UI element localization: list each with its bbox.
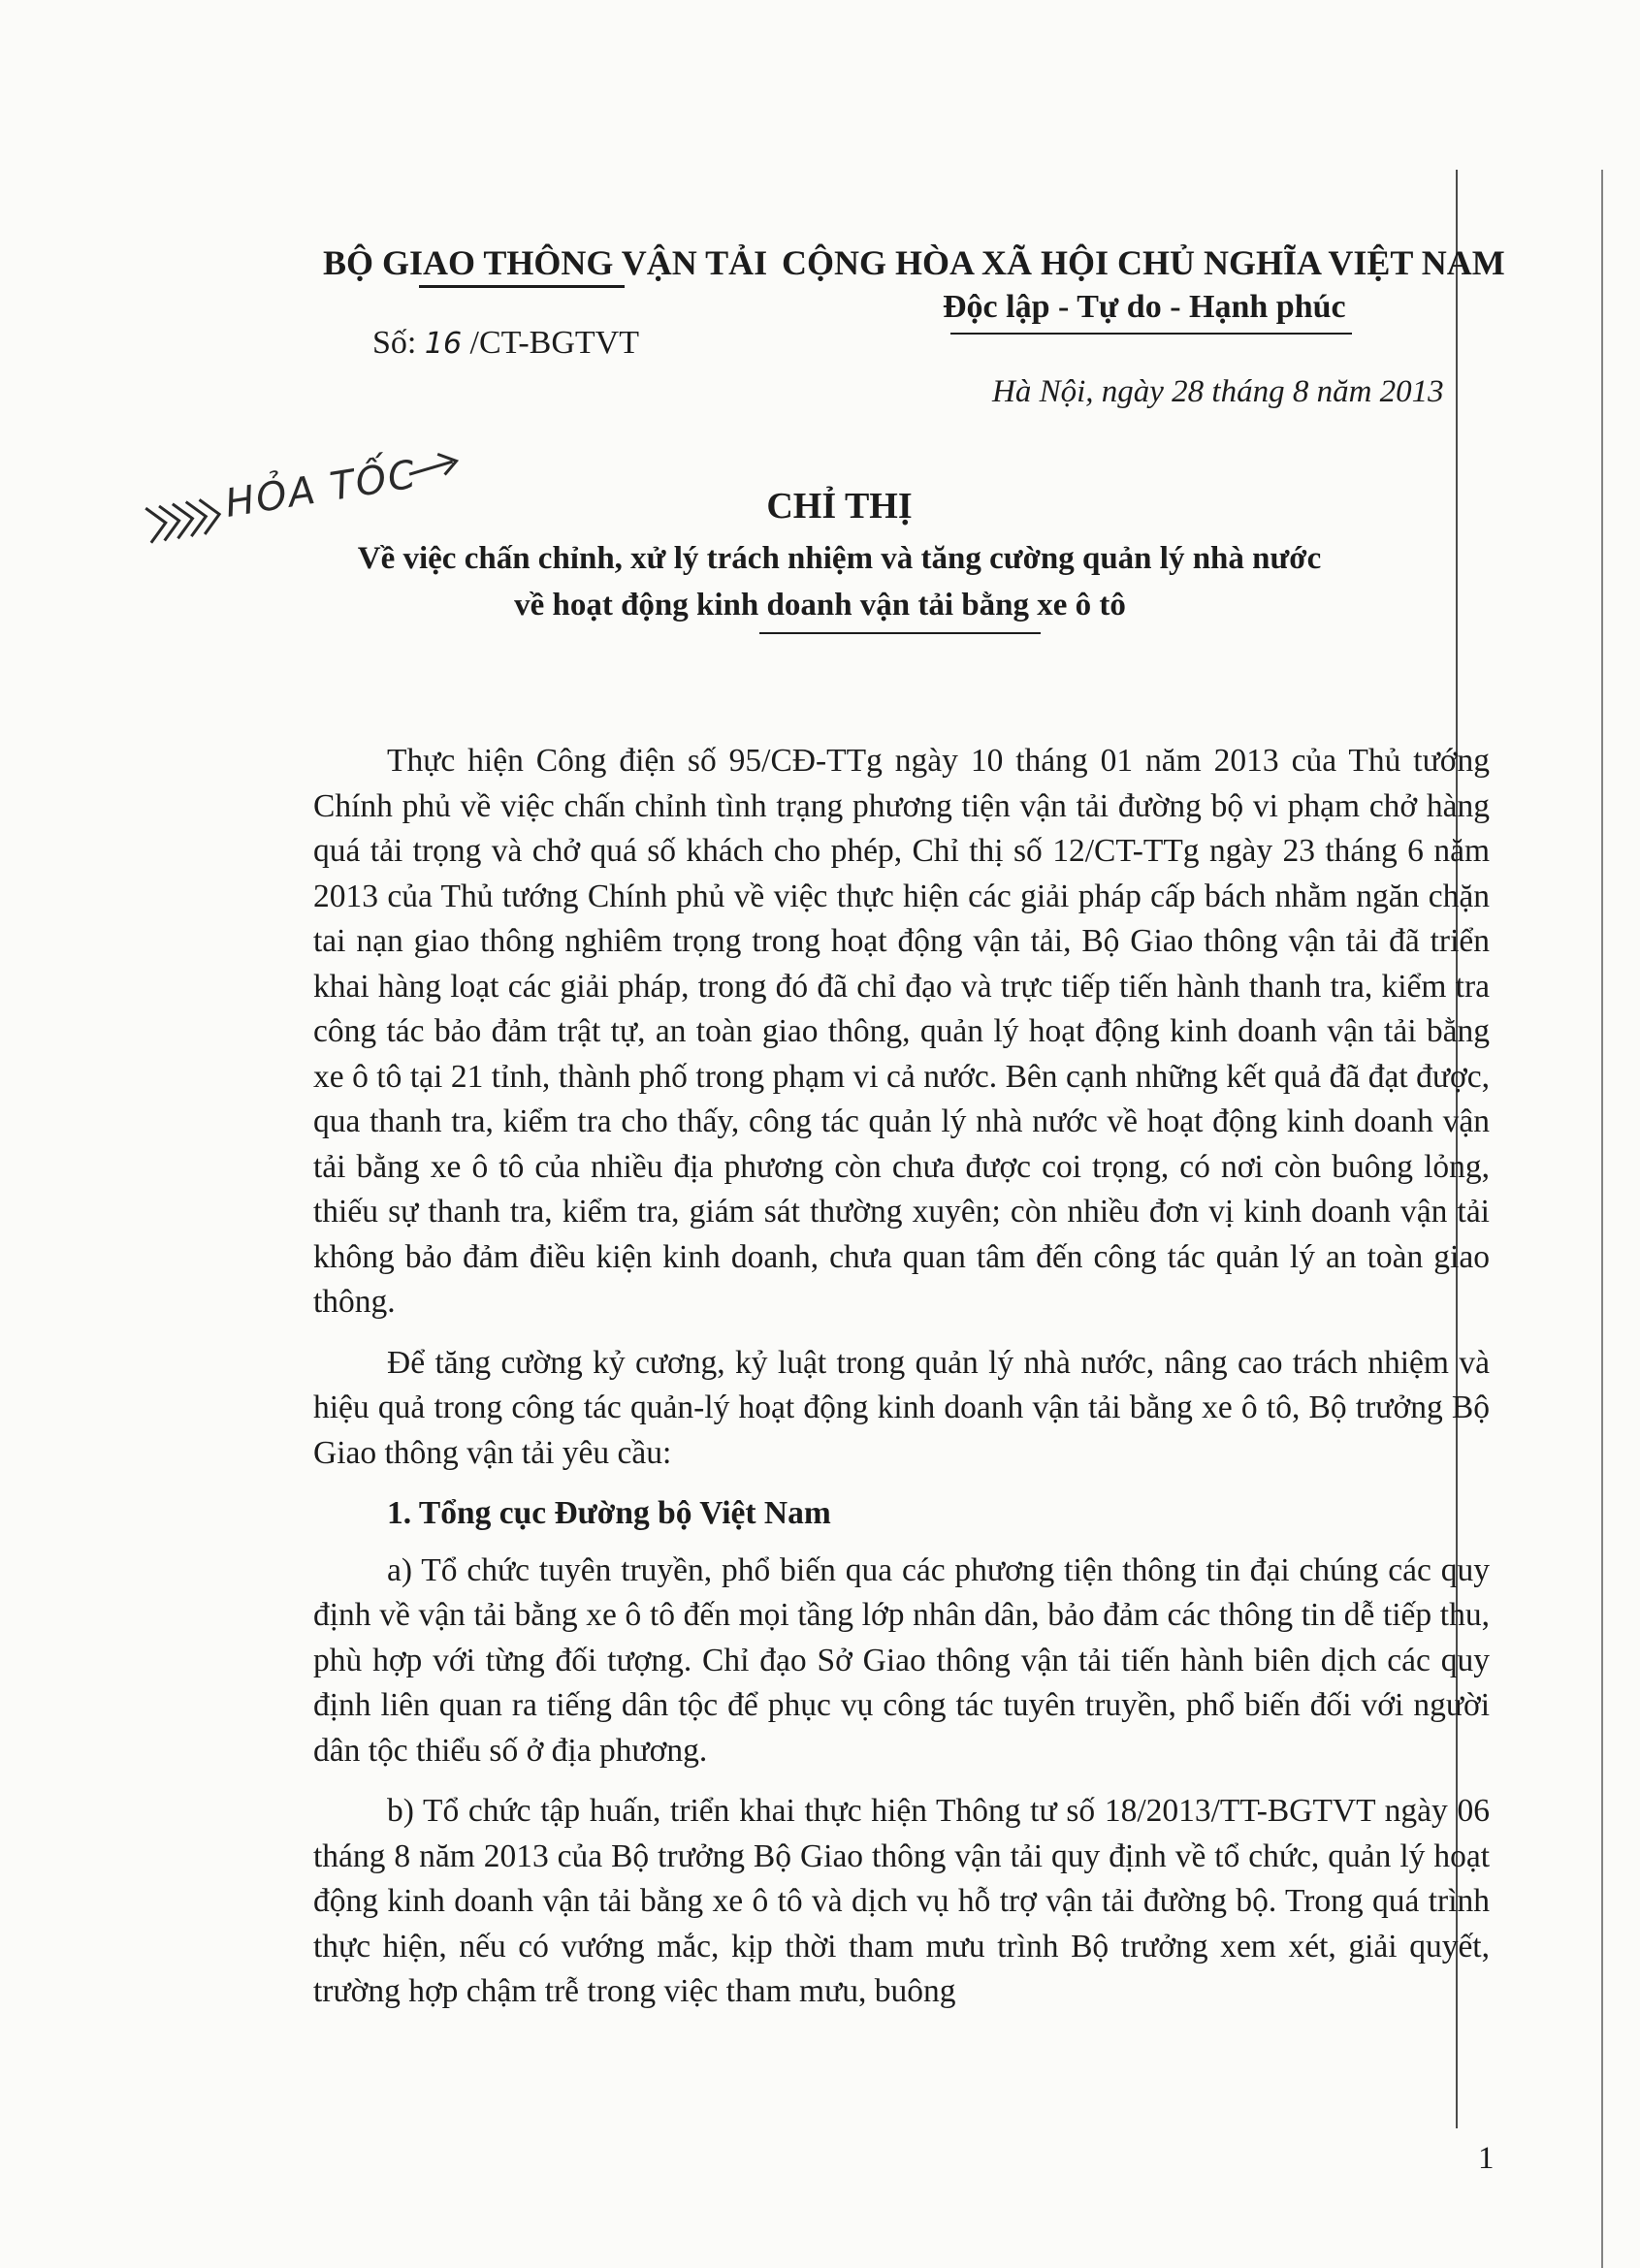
ministry-underline (419, 285, 625, 288)
document-title: CHỈ THỊ (766, 486, 913, 527)
document-number (372, 325, 639, 362)
doc-number-suffix: /CT-BGTVT (469, 325, 639, 361)
section-heading: 1. Tổng cục Đường bộ Việt Nam (387, 1495, 831, 1531)
subtitle-underline (759, 632, 1041, 634)
body-paragraph: a) Tổ chức tuyên truyền, phổ biến qua các phương tiện thông tin đại chúng các quy định về vận tải bằng xe ô tô đến mọi tầng lớp nhân dân, bảo đảm các thông tin dễ tiếp thu, phù hợp với từng đối tượng. Chỉ đạo Sở Giao thông vận tải tiến hành biên dịch các quy định liên quan ra tiếng dân tộc để phục vụ công tác tuyên truyền, phổ biến đối với người dân tộc thiểu số ở địa phương. (313, 1551, 1490, 1769)
urgent-stamp-text: HỎA TỐC (222, 452, 421, 527)
body-paragraph: Để tăng cường kỷ cương, kỷ luật trong quản lý nhà nước, nâng cao trách nhiệm và hiệu quả trong công tác quản-lý hoạt động kinh doanh vận tải bằng xe ô tô, Bộ trưởng Bộ Giao thông vận tải yêu cầu: (313, 1344, 1490, 1471)
body-paragraph: b) Tổ chức tập huấn, triển khai thực hiện Thông tư số 18/2013/TT-BGTVT ngày 06 tháng 8 năm 2013 của Bộ trưởng Bộ Giao thông vận tải quy định về tổ chức, quản lý hoạt động kinh doanh vận tải bằng xe ô tô và dịch vụ hỗ trợ vận tải đường bộ. Trong quá trình thực hiện, nếu có vướng mắc, kịp thời tham mưu trình Bộ trưởng xem xét, giải quyết, trường hợp chậm trễ trong việc tham mưu, buông (313, 1793, 1490, 2009)
body-paragraph: Thực hiện Công điện số 95/CĐ-TTg ngày 10 tháng 01 năm 2013 của Thủ tướng Chính phủ về việc chấn chỉnh tình trạng phương tiện vận tải đường bộ vi phạm chở hàng quá tải trọng và chở quá số khách cho phép, Chỉ thị số 12/CT-TTg ngày 23 tháng 6 năm 2013 của Thủ tướng Chính phủ về việc thực hiện các giải pháp cấp bách nhằm ngăn chặn tai nạn giao thông nghiêm trọng trong hoạt động vận tải, Bộ Giao thông vận tải đã triển khai hàng loạt các giải pháp, trong đó đã chỉ đạo và trực tiếp tiến hành thanh tra, kiểm tra công tác bảo đảm trật tự, an toàn giao thông, quản lý hoạt động kinh doanh vận tải bằng xe ô tô tại 21 tỉnh, thành phố trong phạm vi cả nước. Bên cạnh những kết quả đã đạt được, qua thanh tra, kiểm tra cho thấy, công tác quản lý nhà nước về hoạt động kinh doanh vận tải bằng xe ô tô của nhiều địa phương còn chưa được coi trọng, có nơi còn buông lỏng, thiếu sự thanh tra, kiểm tra, giám sát thường xuyên; còn nhiều đơn vị kinh doanh vận tải không bảo đảm điều kiện kinh doanh, chưa quan tâm đến công tác quản lý an toàn giao thông. (313, 743, 1490, 1320)
motto-underline (950, 333, 1352, 335)
place-and-date: Hà Nội, ngày 28 tháng 8 năm 2013 (992, 374, 1444, 409)
document-subtitle-line2: về hoạt động kinh doanh vận tải bằng xe ô tô (514, 588, 1126, 623)
ministry-name: BỘ GIAO THÔNG VẬN TẢI (323, 243, 768, 282)
document-subtitle-line1: Về việc chấn chỉnh, xử lý trách nhiệm và tăng cường quản lý nhà nước (357, 541, 1322, 576)
document-body (313, 739, 1490, 2030)
doc-number-prefix: Số: (372, 325, 417, 361)
nation-name: CỘNG HÒA XÃ HỘI CHỦ NGHĨA VIỆT NAM (782, 243, 1505, 282)
doc-number-handwritten: 16 (424, 327, 463, 361)
motto: Độc lập - Tự do - Hạnh phúc (943, 289, 1346, 325)
page-number: 1 (1478, 2141, 1495, 2176)
